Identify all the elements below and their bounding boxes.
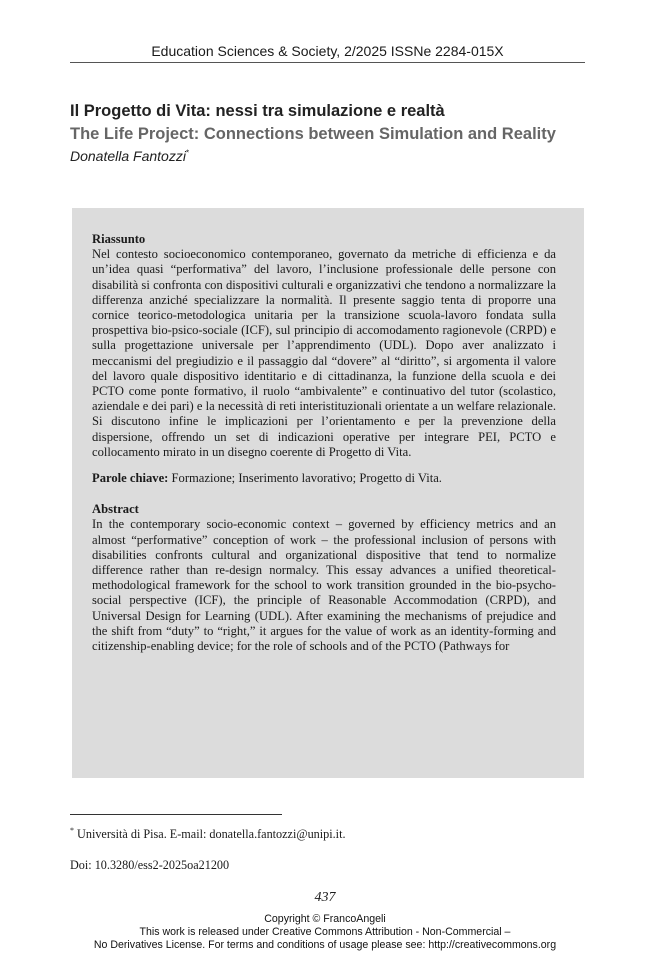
abstract-heading: Abstract (92, 502, 139, 517)
keywords-label: Parole chiave: (92, 471, 169, 486)
abstract-box (72, 208, 584, 778)
header-rule (70, 62, 585, 63)
author-name-text: Donatella Fantozzi (70, 148, 186, 164)
footnote-text: Università di Pisa. E-mail: donatella.fantozzi@unipi.it. (77, 827, 346, 842)
footnote-rule (70, 814, 282, 815)
riassunto-text: Nel contesto socioeconomico contemporaneo, governato da metriche di efficienza e da un’idea quasi “performativa” del lavoro, l’inclusione professionale delle persone con disabilità si confronta con dispositivi culturali e organizzativi che tendono a normalizzare la differenza anziché specializzare la normalità. Il presente saggio tenta di proporre una cornice teorico-metodologica unitaria per la transizione scuola-lavoro fondata sulla prospettiva bio-psico-sociale (ICF), sul principio di accomodamento ragionevole (CRPD) e sulla progettazione universale per l’apprendimento (UDL). Dopo aver analizzato i meccanismi del pregiudizio e il passaggio dal “dovere” al “diritto”, si argomenta il valore del lavoro quale dispositivo identitario e di cittadinanza, la funzione della scuola e dei PCTO come ponte formativo, il ruolo “ambivalente” e continuativo del tutor (scolastico, aziendale e dei pari) e la necessità di reti interistituzionali orientate a un welfare relazionale. Si discutono infine le implicazioni per l’orientamento e per la prevenzione della dispersione, offrendo un set di indicazioni operative per integrare PEI, PCTO e collocamento mirato in un disegno coerente di Progetto di Vita. (92, 247, 556, 459)
running-head: Education Sciences & Society, 2/2025 ISSNe 2284-015X (151, 43, 504, 59)
abstract-text: In the contemporary socio-economic context – governed by efficiency metrics and an almost “performative” conception of work – the professional inclusion of persons with disabilities confronts cultural and organizational dispositive that tend to normalize difference rather than re-design normalcy. This essay advances a unified theoretical-methodological framework for the school to work transition grounded in the bio-psycho-social perspective (ICF), the principle of Reasonable Accommodation (CRPD), and Universal Design for Learning (UDL). After examining the mechanisms of prejudice and the shift from “duty” to “right,” it argues for the value of work as an identity-forming and citizenship-enabling device; for the role of schools and of the PCTO (Pathways for (92, 517, 556, 654)
riassunto-heading: Riassunto (92, 232, 146, 246)
page-number: 437 (314, 890, 336, 905)
footnote-mark: * (70, 826, 74, 835)
keywords-line (92, 471, 556, 486)
license-notice (0, 913, 650, 953)
license-line-3: No Derivatives License. For terms and conditions of usage please see: http://creativecommons.org (93, 939, 557, 952)
doi-line: Doi: 10.3280/ess2-2025oa21200 (70, 858, 230, 872)
author-footnote-mark: * (185, 148, 190, 158)
article-title-italian: Il Progetto di Vita: nessi tra simulazione e realtà (70, 102, 445, 120)
license-line-2: This work is released under Creative Commons Attribution - Non-Commercial – (139, 926, 511, 939)
footnote (70, 826, 346, 842)
abstract-content (92, 232, 556, 654)
article-title-english: The Life Project: Connections between Simulation and Reality (70, 125, 556, 143)
keywords-text: Formazione; Inserimento lavorativo; Progetto di Vita. (171, 471, 442, 486)
license-line-1: Copyright © FrancoAngeli (264, 913, 386, 925)
author-name (70, 148, 189, 164)
